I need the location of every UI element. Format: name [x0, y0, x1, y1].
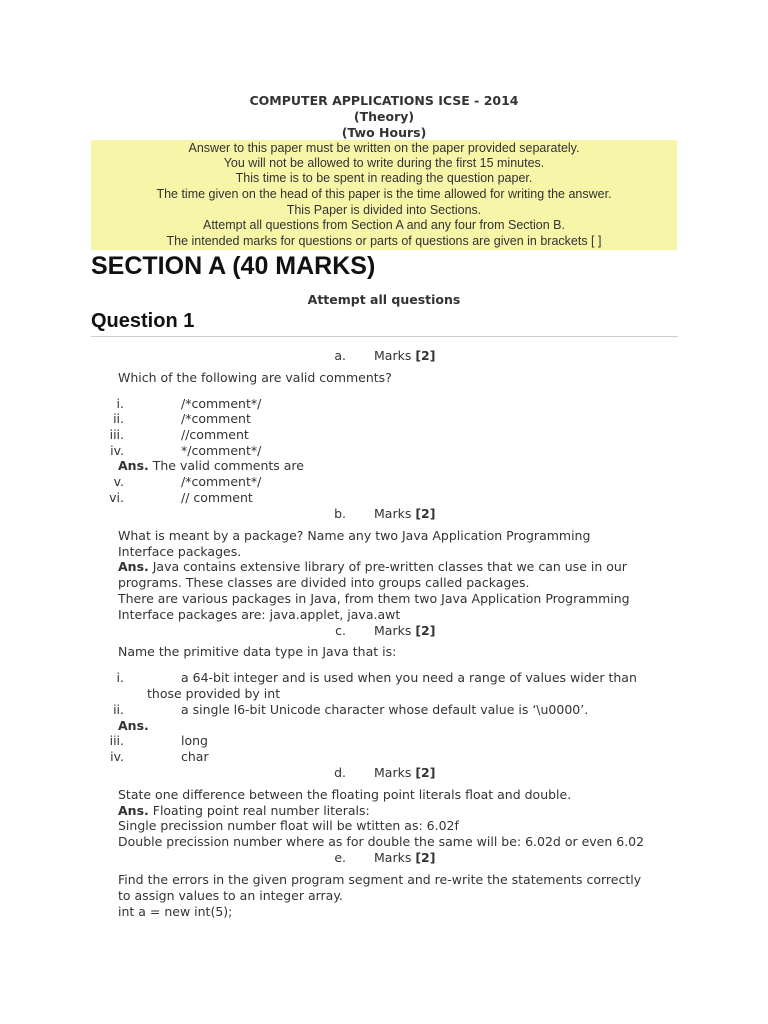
marks-label: Marks [2]	[374, 623, 436, 638]
question-text: Interface packages.	[118, 544, 242, 559]
answer-text: Interface packages are: java.applet, java.awt	[118, 607, 401, 622]
option-text: */comment*/	[181, 443, 262, 458]
paper-duration: (Two Hours)	[341, 125, 427, 140]
instruction-line: The intended marks for questions or parts of questions are given in brackets [ ]	[166, 234, 602, 248]
answer-text: There are various packages in Java, from them two Java Application Programming	[118, 591, 630, 606]
part-letter: a.	[334, 348, 346, 363]
marks-label: Marks [2]	[374, 348, 436, 363]
option-text: char	[181, 749, 209, 764]
instruction-line: You will not be allowed to write during the first 15 minutes.	[223, 156, 545, 170]
option-text: long	[181, 733, 208, 748]
question-text: Name the primitive data type in Java that is:	[118, 644, 397, 659]
answer-text: Ans. The valid comments are	[118, 458, 304, 473]
question-text: Which of the following are valid comments?	[118, 370, 392, 385]
paper-title: COMPUTER APPLICATIONS ICSE - 2014	[249, 93, 519, 108]
answer-text: Double precission number where as for double the same will be: 6.02d or even 6.02	[118, 834, 645, 849]
answer-text: Ans. Java contains extensive library of pre-written classes that we can use in our	[118, 559, 627, 574]
part-letter: e.	[334, 850, 346, 865]
marks-label: Marks [2]	[374, 765, 436, 780]
option-number: iii.	[109, 427, 124, 442]
option-text: // comment	[181, 490, 253, 505]
option-text-continued: those provided by int	[147, 686, 281, 701]
attempt-instruction: Attempt all questions	[307, 292, 461, 307]
answer-label: Ans.	[118, 718, 149, 733]
answer-text: Single precission number float will be wtitten as: 6.02f	[118, 818, 459, 833]
instruction-line: The time given on the head of this paper is the time allowed for writing the answer.	[156, 187, 612, 201]
option-text: /*comment	[181, 411, 251, 426]
question-text: Find the errors in the given program segment and re-write the statements correctly	[118, 872, 642, 887]
option-number: vi.	[109, 490, 124, 505]
option-text: /*comment*/	[181, 474, 262, 489]
marks-label: Marks [2]	[374, 850, 436, 865]
instruction-line: Attempt all questions from Section A and any four from Section B.	[203, 218, 565, 232]
option-number: v.	[113, 474, 124, 489]
question-heading: Question 1	[91, 310, 195, 332]
instruction-line: Answer to this paper must be written on the paper provided separately.	[188, 141, 580, 155]
part-letter: b.	[334, 506, 346, 521]
answer-text: Ans. Floating point real number literals:	[118, 803, 370, 818]
option-text: a single l6-bit Unicode character whose default value is ‘\u0000’.	[181, 702, 589, 717]
part-letter: c.	[335, 623, 346, 638]
question-text: to assign values to an integer array.	[118, 888, 343, 903]
question-text: State one difference between the floating point literals float and double.	[118, 787, 572, 802]
option-text: //comment	[181, 427, 249, 442]
section-heading: SECTION A (40 MARKS)	[91, 252, 376, 280]
option-number: iv.	[110, 749, 124, 764]
option-number: ii.	[113, 702, 124, 717]
question-text: What is meant by a package? Name any two Java Application Programming	[118, 528, 591, 543]
option-number: i.	[116, 396, 124, 411]
option-text: a 64-bit integer and is used when you need a range of values wider than	[181, 670, 637, 685]
part-letter: d.	[334, 765, 346, 780]
option-number: i.	[116, 670, 124, 685]
option-text: /*comment*/	[181, 396, 262, 411]
option-number: iv.	[110, 443, 124, 458]
instruction-line: This Paper is divided into Sections.	[286, 203, 482, 217]
option-number: iii.	[109, 733, 124, 748]
instruction-line: This time is to be spent in reading the question paper.	[235, 171, 533, 185]
code-text: int a = new int(5);	[118, 904, 233, 919]
paper-subtitle-theory: (Theory)	[353, 109, 415, 124]
heading-divider	[91, 336, 678, 337]
answer-text: programs. These classes are divided into groups called packages.	[118, 575, 530, 590]
instructions-box	[91, 140, 677, 250]
marks-label: Marks [2]	[374, 506, 436, 521]
option-number: ii.	[113, 411, 124, 426]
